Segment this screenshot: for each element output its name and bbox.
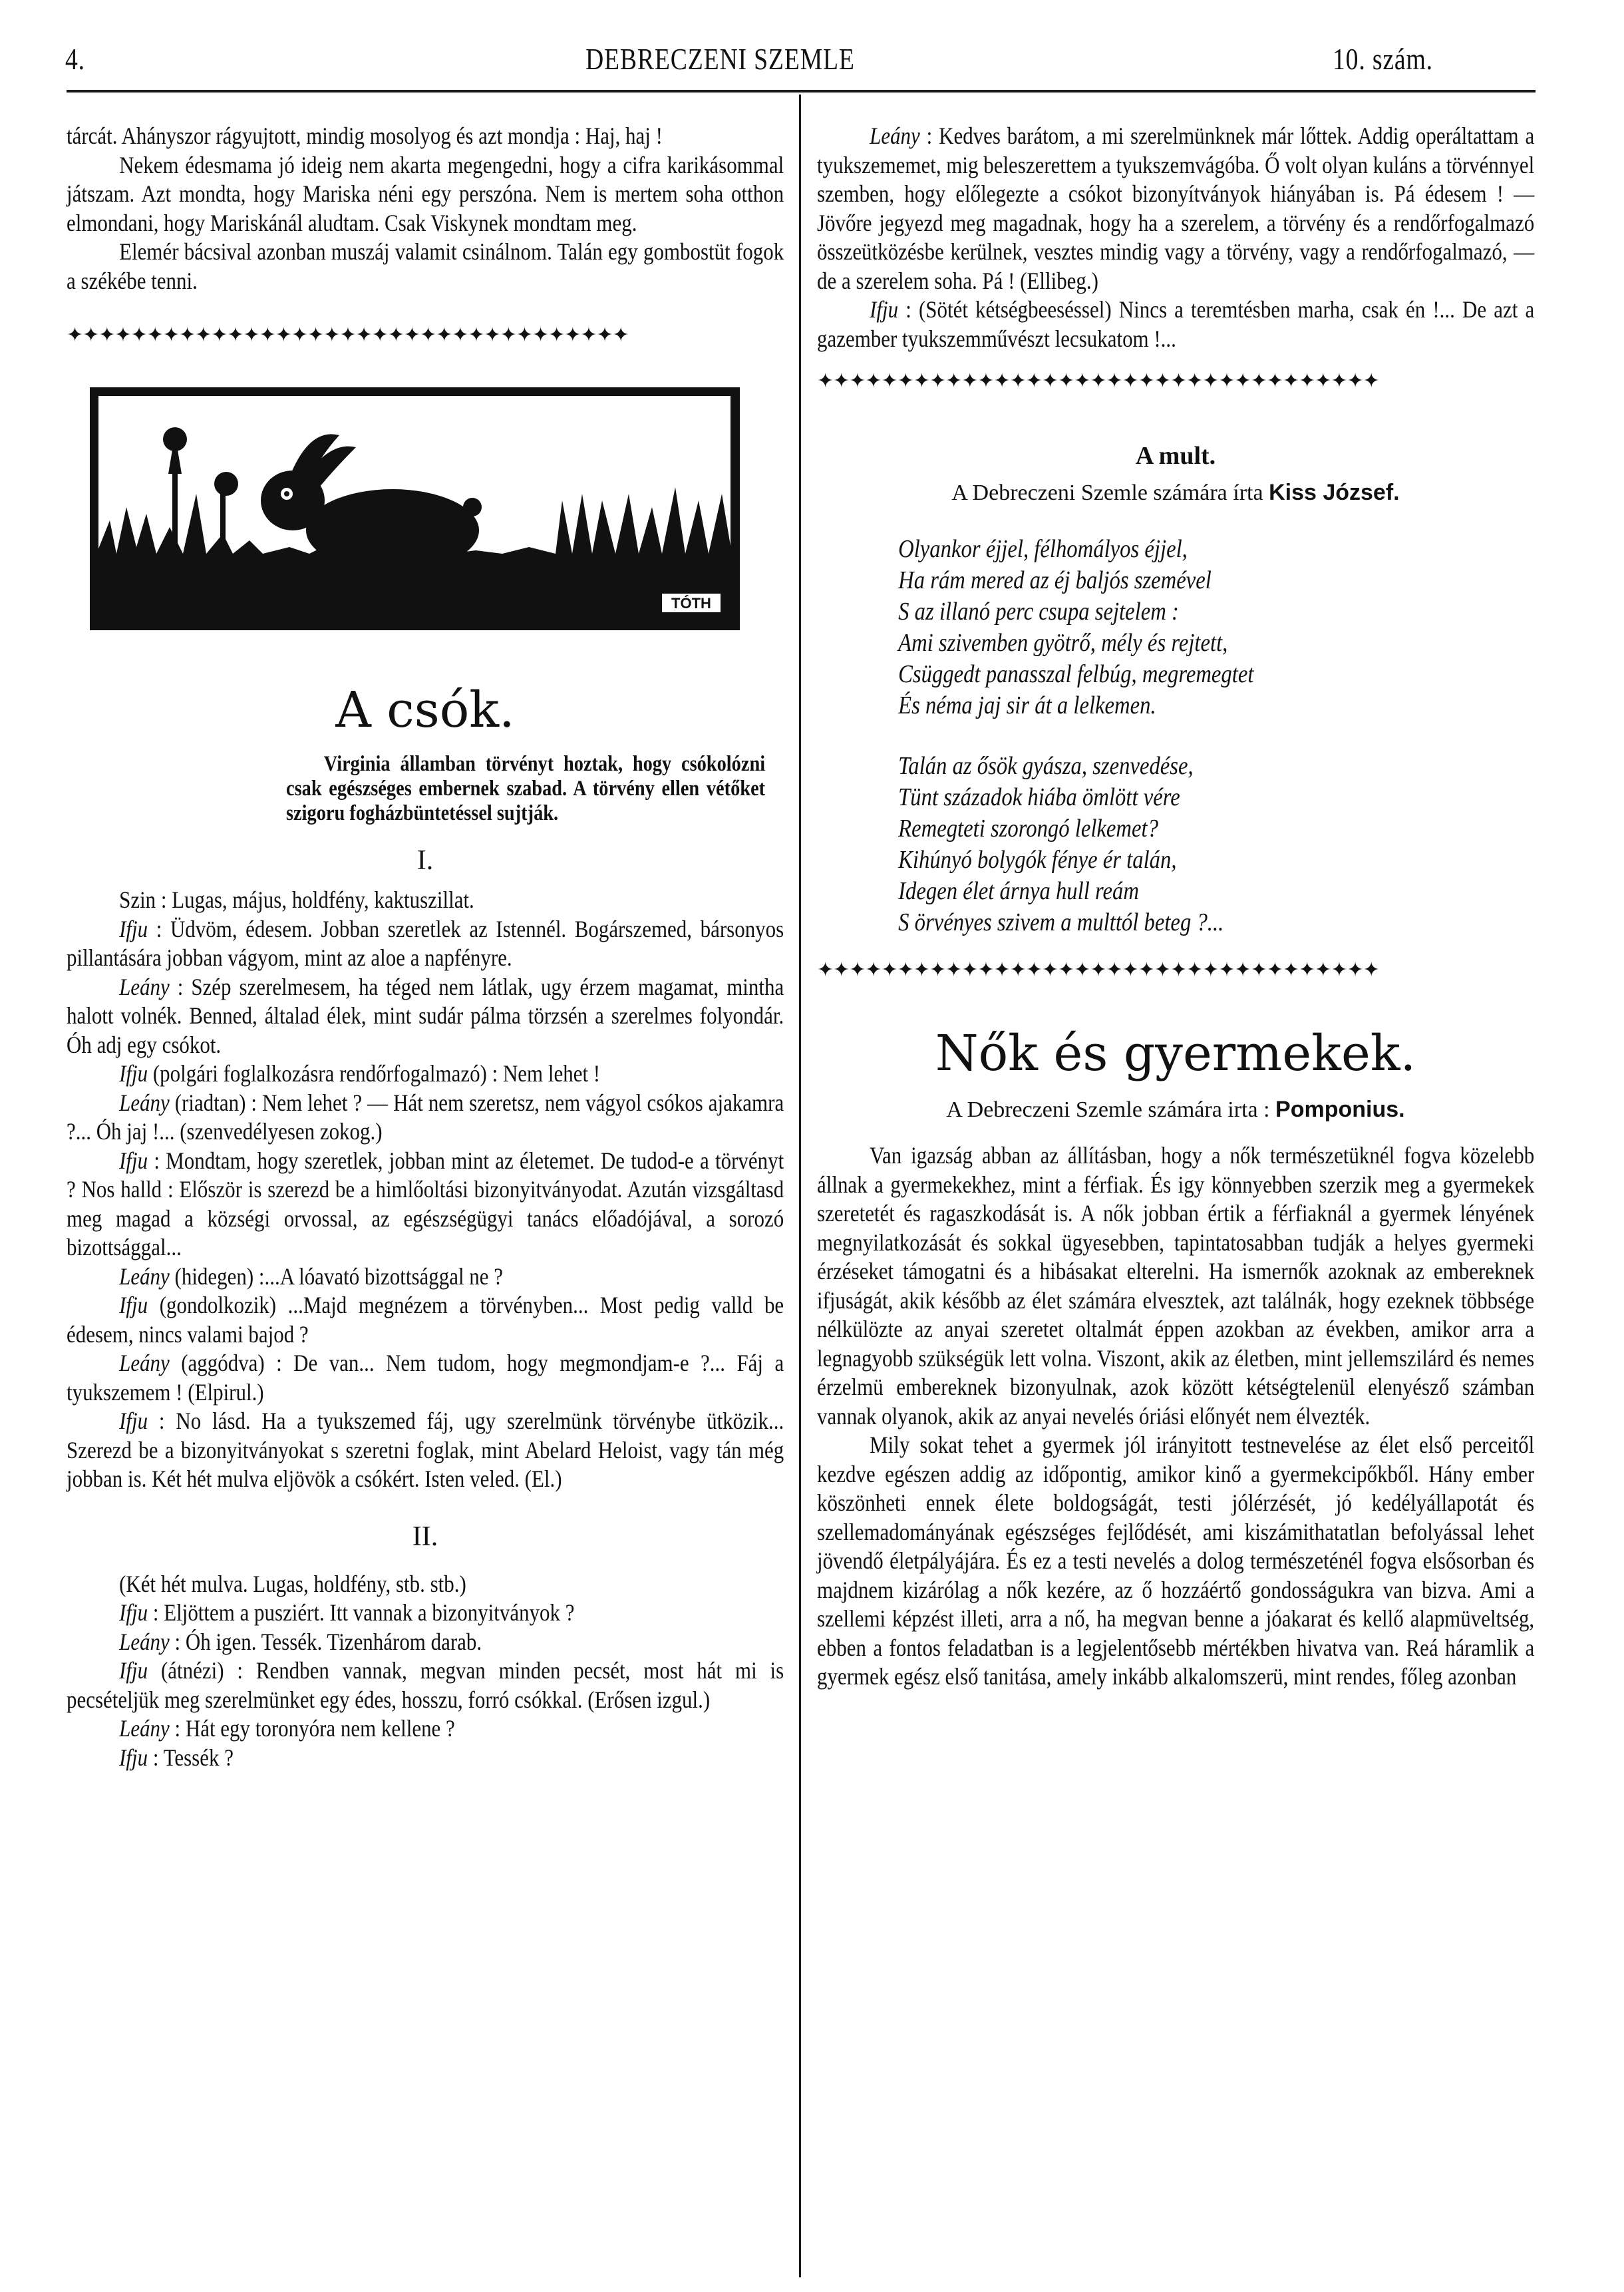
- dialogue-line: Ifju (gondolkozik) ...Majd megnézem a törvényben... Most pedig valld be édesem, nincs valami bajod ?: [67, 1292, 784, 1348]
- poem-line: Tünt századok hiába ömlött vére: [898, 783, 1180, 811]
- intro-paragraph: tárcát. Ahányszor rágyujtott, mindig mosolyog és azt mondja : Haj, haj !: [67, 122, 663, 149]
- ornament-divider: ✦✦✦✦✦✦✦✦✦✦✦✦✦✦✦✦✦✦✦✦✦✦✦✦✦✦✦✦✦✦✦✦✦✦✦: [817, 959, 1379, 981]
- dialogue-line: Ifju : Üdvöm, édesem. Jobban szeretlek az Istennél. Bogárszemed, bársonyos pillantására jobban vágyom, mint az aloe a napfényre.: [67, 915, 784, 971]
- article-title: A csók.: [335, 681, 515, 739]
- speaker: Ifju: [119, 915, 148, 942]
- hare-woodcut-icon: [90, 387, 742, 647]
- dialogue-line: Ifju (polgári foglalkozásra rendőrfogalmazó) : Nem lehet !: [119, 1060, 601, 1087]
- poem-line: Idegen élet árnya hull reám: [898, 877, 1139, 905]
- poem-author: Kiss József.: [1269, 480, 1400, 505]
- ornament-divider: ✦✦✦✦✦✦✦✦✦✦✦✦✦✦✦✦✦✦✦✦✦✦✦✦✦✦✦✦✦✦✦✦✦✦✦: [817, 370, 1379, 392]
- speaker: Leány: [119, 1715, 170, 1742]
- dialogue-line: Leány (hidegen) :...A lóavató bizottsággal ne ?: [119, 1262, 504, 1290]
- poem-line: Ami szivemben gyötrő, mély és rejtett,: [898, 629, 1228, 657]
- page-number: 4.: [65, 42, 85, 76]
- poem-line: S örvényes szivem a multtól beteg ?...: [898, 908, 1224, 936]
- dialogue-line: (Két hét mulva. Lugas, holdfény, stb. stb.): [119, 1570, 466, 1597]
- essay-paragraph: Mily sokat tehet a gyermek jól irányitott testnevelése az élet első perceitől kezdve egészen addig az időpontig, amikor kinő a gyermekcipőkből. Hány ember köszönheti ennek élete boldogságát, testi jólérzését, jó kedélyállapotát és szellemadományának egészséges fejlődését, ami kiszámithatatlan befolyással lehet jövendő életpályájára. És ez a testi nevelés a dolog természeténél fogva elsősorban és majdnem kizárólag a nők kezére, az ő hozzáértő gondosságukra van bizva. Ami a szellemi képzést illeti, arra a nő, ha megvan benne a jóakarat és kellő alapmüveltség, ebben a fontos feladatban is a legjelentősebb mértékben hivatva van. Reá háramlik a gyermek egész első tanitása, amely inkább alkalomszerü, mint rendes, főleg azonban: [817, 1432, 1535, 1690]
- speaker: Leány: [119, 1628, 170, 1655]
- dialogue-line: Leány : Kedves barátom, a mi szerelmünknek már lőttek. Addig operáltattam a tyukszememet, mig beleszerettem a tyukszemvágóba. Ő volt olyan kuláns a törvénnyel szemben, hogy előlegezte a csókot bizonyítványok hiányában is. Pá édesem ! — Jövőre jegyezd meg magadnak, hogy ha a szerelem, a törvény és a rendőrfogalmazó összeütközésbe kerülnek, vesztes mindig vagy a törvény, vagy a rendőrfogalmazó, — de a szerelem soha. Pá ! (Ellibeg.): [817, 122, 1535, 294]
- illustration-signature: TÓTH: [671, 595, 711, 612]
- speaker: Ifju: [119, 1060, 148, 1087]
- dialogue-line: Leány : Szép szerelmesem, ha téged nem látlak, ugy érzem magamat, mintha halott volnék. Benned, általad élek, mint sudár pálma törzsén a szerelmes folyondár. Óh adj egy csókot.: [67, 973, 784, 1058]
- dialogue-line: Ifju : Tessék ?: [119, 1744, 234, 1771]
- column-divider: [799, 95, 801, 2277]
- speaker: Ifju: [119, 1657, 148, 1684]
- speaker: Ifju: [119, 1408, 148, 1434]
- intro-paragraph: Nekem édesmama jó ideig nem akarta megengedni, hogy a cifra karikásommal játszam. Azt mondta, hogy Mariska néni egy perszóna. Nem is mertem soha otthon elmondani, hogy Mariskánál aludtam. Csak Viskynek mondtam meg.: [67, 151, 784, 236]
- left-column: [67, 122, 784, 1772]
- poem-line: Talán az ősök gyásza, szenvedése,: [898, 752, 1194, 780]
- speaker: Leány: [119, 1089, 170, 1116]
- poem-title: A mult.: [1135, 442, 1216, 470]
- essay-title: Nők és gyermekek.: [935, 1025, 1416, 1082]
- ornament-divider: ✦✦✦✦✦✦✦✦✦✦✦✦✦✦✦✦✦✦✦✦✦✦✦✦✦✦✦✦✦✦✦✦✦✦✦: [67, 324, 629, 346]
- speaker: Leány: [119, 1262, 170, 1290]
- intro-paragraph: Elemér bácsival azonban muszáj valamit csinálnom. Talán egy gombostüt fogok a székébe tenni.: [67, 238, 784, 294]
- speaker: Ifju: [870, 296, 899, 323]
- speaker: Leány: [119, 1350, 170, 1376]
- poem-stanza: [817, 534, 1534, 721]
- speaker: Ifju: [119, 1292, 148, 1318]
- dialogue-line: Leány : Óh igen. Tessék. Tizenhárom darab.: [119, 1628, 482, 1655]
- essay-byline: A Debreczeni Szemle számára irta : Pomponius.: [946, 1097, 1405, 1122]
- section-heading-i: I.: [416, 845, 434, 876]
- speaker: Ifju: [119, 1599, 148, 1626]
- poem-byline: A Debreczeni Szemle számára írta Kiss József.: [951, 480, 1400, 505]
- poem-line: Remegteti szorongó lelkemet?: [898, 815, 1158, 843]
- dialogue-line: Leány : Hát egy toronyóra nem kellene ?: [119, 1715, 455, 1742]
- hare-illustration: [90, 387, 742, 647]
- dialogue-line: Ifju : Mondtam, hogy szeretlek, jobban mint az életemet. De tudod-e a törvényt ? Nos halld : Először is szerezd be a himlőoltási bizonyitványodat. Azután vizsgáltasd meg magad a községi orvossal, az egészségügyi tanács előadójával, a sorozó bizottsággal...: [67, 1147, 784, 1260]
- dialogue-line: Ifju : (Sötét kétségbeeséssel) Nincs a teremtésben marha, csak én !... De azt a gazember tyukszemművészt lecsukatom !...: [817, 296, 1535, 352]
- article-epigraph: Virginia államban törvényt hoztak, hogy csókolózni csak egészséges embernek szabad. A törvény ellen vétőket szigoru fogházbüntetéssel sujtják.: [286, 752, 766, 825]
- header-rule: [67, 90, 1536, 93]
- part2-dialogue: [67, 1570, 784, 1773]
- issue-number: 10. szám.: [1333, 42, 1433, 76]
- essay-paragraph: Van igazság abban az állításban, hogy a nők természetüknél fogva közelebb állnak a gyermekekhez, mint a férfiak. És igy könnyebben szerzik meg a gyermekek szeretetét és ragaszkodását is. A nők jobban értik a férfiaknál a gyermek lényének megnyilatkozását és sokkal ügyesebben, tapintatosabban tudják a helyes gyermeki érzéseket támogatni és a hibásakat elterelni. Ha ismernők azoknak az embereknek ifjuságát, akik később az élet számára elvesztek, azt találnák, hogy ezeknek többsége nélkülözte az anyai szeretet oltalmát éppen azokban az években, amikor arra a legnagyobb szükségük lett volna. Viszont, akik az életben, mint jellemszilárd és nemes érzelmü embereknek bizonyulnak, azok között kétségtelenül elenyésző számban vannak olyanok, akik az anyai nevelés óriási előnyét nem élvezték.: [817, 1142, 1535, 1430]
- dialogue-line: Ifju (átnézi) : Rendben vannak, megvan minden pecsét, most hát mi is pecsételjük meg szerelmünket egy édes, hosszu, forró csókkal. (Erősen izgul.): [67, 1657, 784, 1713]
- speaker: Leány: [870, 122, 920, 149]
- right-column: [817, 122, 1534, 1692]
- poem-line: S az illanó perc csupa sejtelem :: [898, 598, 1179, 626]
- dialogue-line: Ifju : Eljöttem a pusziért. Itt vannak a bizonyitványok ?: [119, 1599, 575, 1626]
- poem-line: És néma jaj sir át a lelkemen.: [898, 691, 1156, 719]
- section-heading-ii: II.: [412, 1521, 438, 1552]
- poem-line: Kihúnyó bolygók fénye ér talán,: [898, 846, 1177, 874]
- essay-author: Pomponius.: [1275, 1097, 1405, 1122]
- poem-line: Csüggedt panasszal felbúg, megremegtet: [898, 660, 1254, 688]
- dialogue-line: Leány (riadtan) : Nem lehet ? — Hát nem szeretsz, nem vágyol csókos ajakamra ?... Óh jaj !... (szenvedélyesen zokog.): [67, 1089, 784, 1145]
- speaker: Leány: [119, 973, 170, 1000]
- poem-line: Olyankor éjjel, félhomályos éjjel,: [898, 535, 1188, 563]
- speaker: Ifju: [119, 1744, 148, 1771]
- part1-dialogue: [67, 886, 784, 1494]
- dialogue-line: Ifju : No lásd. Ha a tyukszemed fáj, ugy szerelmünk törvénybe ütközik... Szerezd be a bizonyitványokat s szeretni foglak, mint Abelard Heloist, vagy tán még jobban is. Két hét mulva eljövök a csókért. Isten veled. (El.): [67, 1408, 784, 1492]
- poem-line: Ha rám mered az éj baljós szemével: [898, 566, 1212, 594]
- speaker: Ifju: [119, 1147, 148, 1174]
- dialogue-line: Szin : Lugas, május, holdfény, kaktuszillat.: [119, 886, 474, 913]
- publication-title: DEBRECZENI SZEMLE: [585, 42, 855, 76]
- dialogue-line: Leány (aggódva) : De van... Nem tudom, hogy megmondjam-e ?... Fáj a tyukszemem ! (Elpirul.): [67, 1350, 784, 1406]
- poem-stanza: [817, 751, 1534, 938]
